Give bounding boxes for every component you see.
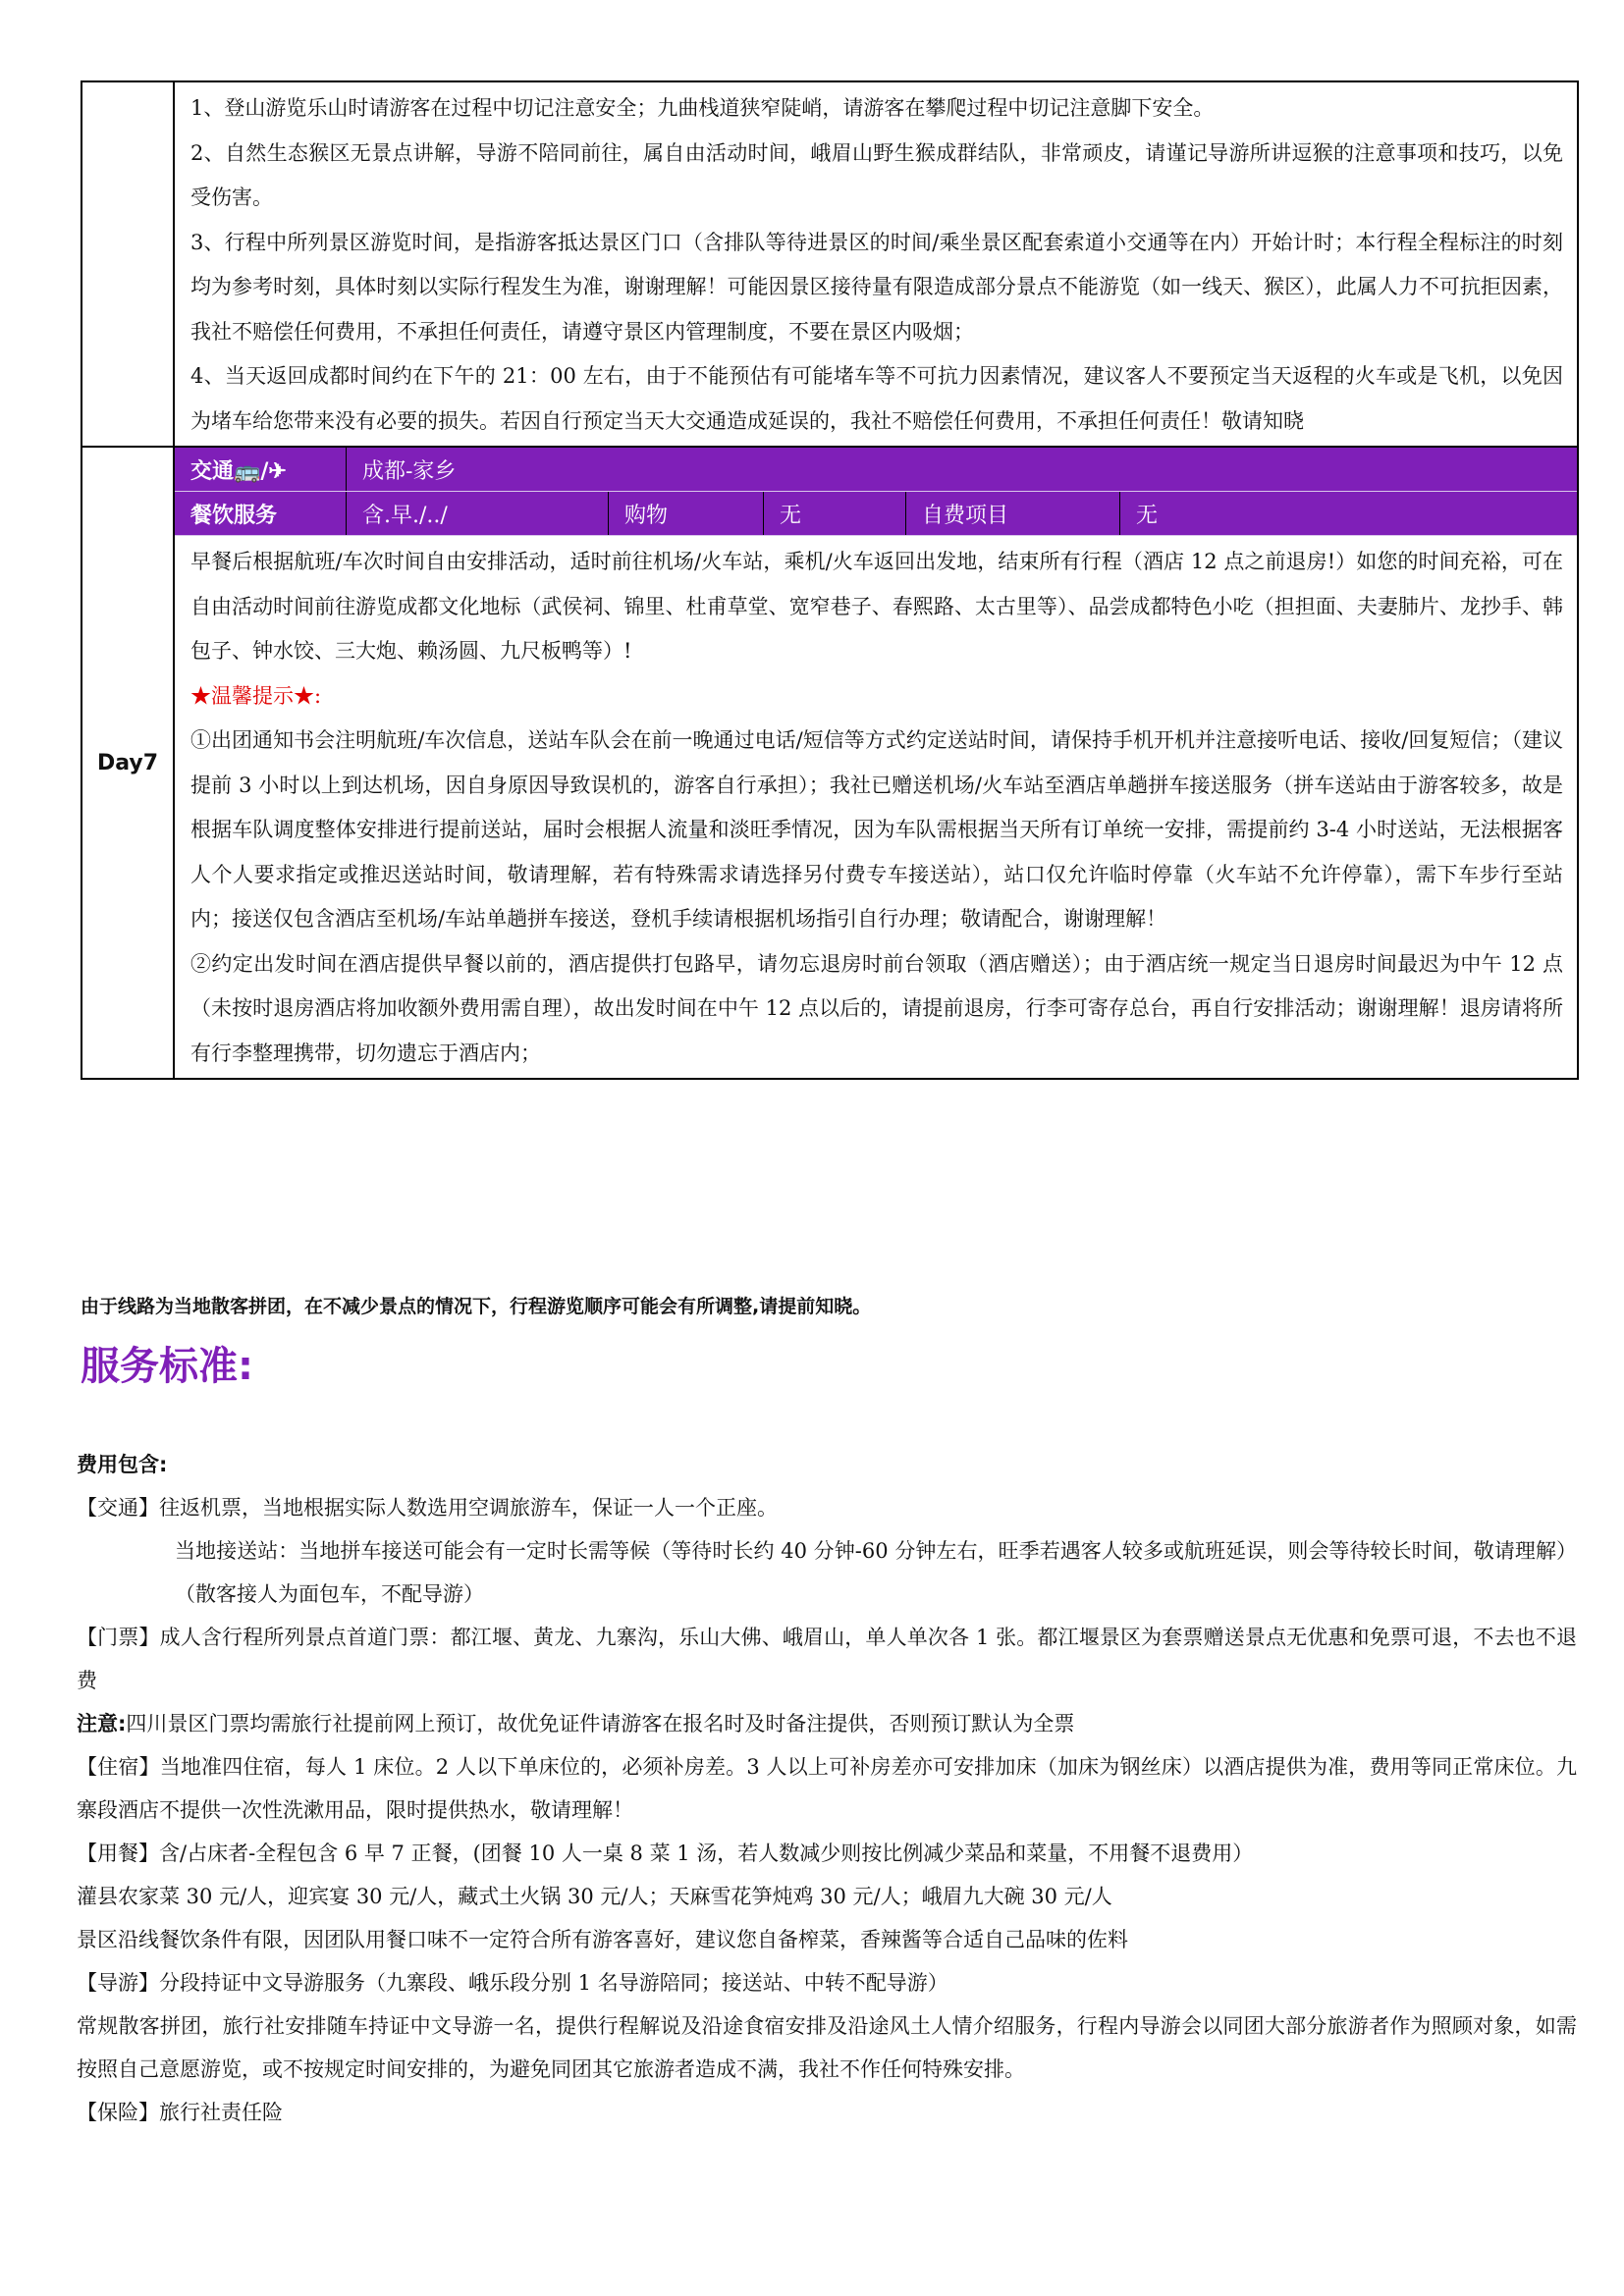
- stay-tag: 【住宿】: [77, 1755, 160, 1779]
- optional-label: 自费项目: [906, 492, 1120, 535]
- route-order-note: 由于线路为当地散客拼团，在不减少景点的情况下，行程游览顺序可能会有所调整,请提前知晓。: [81, 1296, 872, 1317]
- note-line: 1、登山游览乐山时请游客在过程中切记注意安全；九曲栈道狭窄陡峭，请游客在攀爬过程中切记注意脚下安全。: [190, 96, 1215, 120]
- route-value: 成都-家乡: [362, 458, 457, 484]
- note-line: 2、自然生态猴区无景点讲解，导游不陪同前往，属自由活动时间，峨眉山野生猴成群结队，非常顽皮，请谨记导游所讲逗猴的注意事项和技巧，以免受伤害。: [190, 140, 1563, 209]
- stay-item: [77, 1745, 1577, 1832]
- fee-include-title: 费用包含:: [77, 1453, 168, 1476]
- ticket-tag: 【门票】: [77, 1626, 160, 1649]
- day7-content: [175, 448, 1577, 1078]
- transport-label: 交通🚌/✈: [175, 448, 347, 491]
- service-body: [77, 1443, 1577, 2134]
- notes-cell: [175, 82, 1577, 446]
- shopping-value: 无: [764, 492, 906, 535]
- day7-row: [82, 448, 1577, 1078]
- itinerary-table: [81, 80, 1579, 1080]
- meal-line-3: 景区沿线餐饮条件有限，因团队用餐口味不一定符合所有游客喜好，建议您自备榨菜，香辣酱等合适自己品味的佐料: [77, 1928, 1128, 1951]
- notice-item: [77, 1702, 1577, 1745]
- tip-title: ★温馨提示★:: [190, 683, 322, 708]
- notes-row: [82, 82, 1577, 448]
- meal-label: 餐饮服务: [175, 492, 347, 535]
- meal-value: 含.早./../: [347, 492, 609, 535]
- day7-description: 早餐后根据航班/车次时间自由安排活动，适时前往机场/火车站，乘机/火车返回出发地，结束所有行程（酒店 12 点之前退房!）如您的时间充裕，可在自由活动时间前往游览成都文化地标（武侯祠、锦里、杜甫草堂、宽窄巷子、春熙路、太古里等）、品尝成都特色小吃（担担面、夫妻肺片、龙抄手、韩包子、钟水饺、三大炮、赖汤圆、九尺板鸭等）!: [190, 550, 1563, 663]
- note-line: 4、当天返回成都时间约在下午的 21：00 左右，由于不能预估有可能堵车等不可抗力因素情况，建议客人不要预定当天返程的火车或是飞机，以免因为堵车给您带来没有必要的损失。若因自行预定当天大交通造成延误的，我社不赔偿任何费用，不承担任何责任！敬请知晓: [190, 364, 1563, 433]
- transport-bar: [175, 448, 1577, 492]
- optional-value: 无: [1136, 503, 1159, 528]
- service-heading: 服务标准:: [81, 1344, 253, 1389]
- note-line: 3、行程中所列景区游览时间，是指游客抵达景区门口（含排队等待进景区的时间/乘坐景区配套索道小交通等在内）开始计时；本行程全程标注的时刻均为参考时刻，具体时刻以实际行程发生为准，谢谢理解！可能因景区接待量有限造成部分景点不能游览（如一线天、猴区），此属人力不可抗拒因素，我社不赔偿任何费用，不承担任何责任，请遵守景区内管理制度，不要在景区内吸烟；: [190, 230, 1563, 344]
- guide-line-2: 常规散客拼团，旅行社安排随车持证中文导游一名，提供行程解说及沿途食宿安排及沿途风土人情介绍服务，行程内导游会以同团大部分旅游者作为照顾对象，如需按照自己意愿游览，或不按规定时间安排的，为避免同团其它旅游者造成不满，我社不作任何特殊安排。: [77, 2014, 1577, 2081]
- day7-label: Day7: [82, 448, 175, 1078]
- meal-tag: 【用餐】: [77, 1842, 159, 1865]
- meal-text: 含/占床者-全程包含 6 早 7 正餐，(团餐 10 人一桌 8 菜 1 汤，若人数减少则按比例减少菜品和菜量，不用餐不退费用）: [159, 1842, 1254, 1865]
- shopping-label: 购物: [609, 492, 764, 535]
- stay-text: 当地准四住宿，每人 1 床位。2 人以下单床位的，必须补房差。3 人以上可补房差亦可安排加床（加床为钢丝床）以酒店提供为准，费用等同正常床位。九寨段酒店不提供一次性洗漱用品，限时提供热水，敬请理解！: [77, 1755, 1578, 1822]
- ticket-text: 成人含行程所列景点首道门票：都江堰、黄龙、九寨沟，乐山大佛、峨眉山，单人单次各 1 张。都江堰景区为套票赠送景点无优惠和免票可退，不去也不退费: [77, 1626, 1577, 1692]
- tip-2: ②约定出发时间在酒店提供早餐以前的，酒店提供打包路早，请勿忘退房时前台领取（酒店赠送）；由于酒店统一规定当日退房时间最迟为中午 12 点（未按时退房酒店将加收额外费用需自理），故出发时间在中午 12 点以后的，请提前退房，行李可寄存总台，再自行安排活动；谢谢理解！退房请将所有行李整理携带，切勿遗忘于酒店内；: [190, 951, 1563, 1065]
- insurance-tag: 【保险】: [77, 2101, 159, 2124]
- meal-line-2: 灌县农家菜 30 元/人，迎宾宴 30 元/人，藏式土火锅 30 元/人；天麻雪花笋炖鸡 30 元/人；峨眉九大碗 30 元/人: [77, 1885, 1112, 1908]
- meal-item: [77, 1832, 1577, 1875]
- guide-item: [77, 1961, 1577, 2004]
- insurance-text: 旅行社责任险: [159, 2101, 283, 2124]
- tip-1: ①出团通知书会注明航班/车次信息，送站车队会在前一晚通过电话/短信等方式约定送站时间，请保持手机开机并注意接听电话、接收/回复短信；（建议提前 3 小时以上到达机场，因自身原因导致误机的，游客自行承担）；我社已赠送机场/火车站至酒店单趟拼车接送服务（拼车送站由于游客较多，故是根据车队调度整体安排进行提前送站，届时会根据人流量和淡旺季情况，因为车队需根据当天所有订单统一安排，需提前约 3-4 小时送站，无法根据客人个人要求指定或推迟送站时间，敬请理解，若有特殊需求请选择另付费专车接送站），站口仅允许临时停靠（火车站不允许停靠），需下车步行至站内；接送仅包含酒店至机场/车站单趟拼车接送，登机手续请根据机场指引自行办理；敬请配合，谢谢理解！: [190, 728, 1563, 931]
- guide-text: 分段持证中文导游服务（九寨段、峨乐段分别 1 名导游陪同；接送站、中转不配导游）: [159, 1971, 948, 1995]
- pickup-item: 当地接送站：当地拼车接送可能会有一定时长需等候（等待时长约 40 分钟-60 分钟左右，旺季若遇客人较多或航班延误，则会等待较长时间，敬请理解）（散客接人为面包车，不配导游）: [175, 1539, 1577, 1606]
- transport-text: 往返机票，当地根据实际人数选用空调旅游车，保证一人一个正座。: [159, 1496, 778, 1520]
- ticket-item: [77, 1616, 1577, 1702]
- notice-text: 四川景区门票均需旅行社提前网上预订，故优免证件请游客在报名时及时备注提供，否则预订默认为全票: [126, 1712, 1075, 1735]
- transport-tag: 【交通】: [77, 1496, 159, 1520]
- guide-tag: 【导游】: [77, 1971, 159, 1995]
- empty-day-cell: [82, 82, 175, 446]
- transport-item: [77, 1486, 1577, 1529]
- meal-bar: [175, 492, 1577, 536]
- insurance-item: [77, 2091, 1577, 2134]
- notice-tag: 注意:: [77, 1712, 127, 1735]
